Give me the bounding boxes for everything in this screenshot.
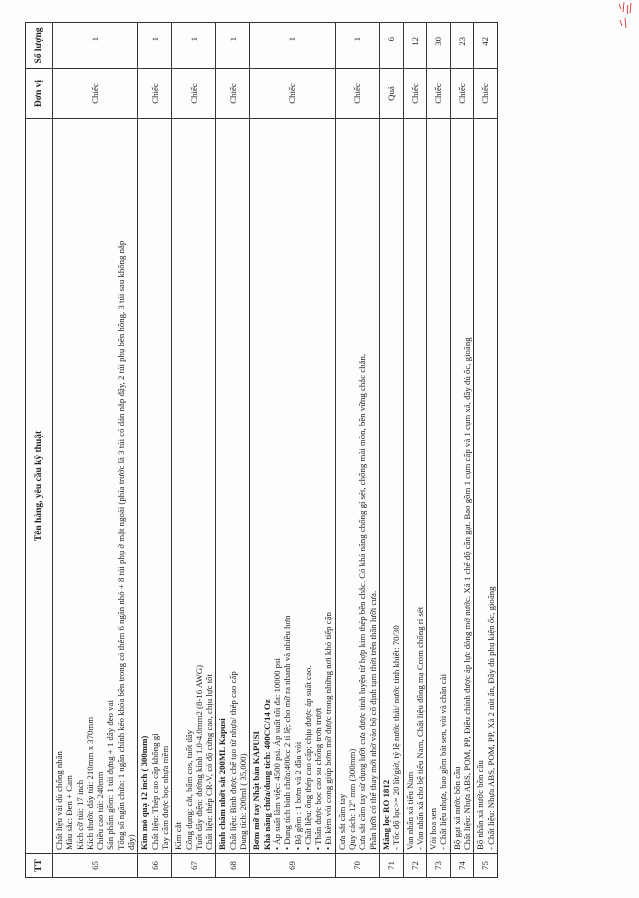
row-number: 72: [403, 854, 427, 878]
description-line: - Tốc độ lọc>= 20 lít/giờ, tỷ lệ nước thải/ nước tinh khiết: 70/30: [391, 625, 402, 850]
item-unit: Chiếc: [216, 69, 250, 119]
table-row: [427, 23, 451, 878]
description-line: • Dung tích bình chứa:400cc 2 tỉ lệ; cho mỡ ra nhanh và nhiều hơn: [282, 615, 293, 850]
item-description: [450, 119, 474, 854]
description-line: Kích cỡ túi: 17 inch: [74, 779, 85, 850]
row-number: 67: [172, 854, 216, 878]
item-quantity: 6: [379, 23, 403, 69]
description-line: Chất liệu: Bình được chế tạo từ nhựa/ thép cao cấp: [227, 671, 238, 850]
item-quantity: 1: [172, 23, 216, 69]
description-line: Sản phẩm gồm: 1 túi đựng + 1 dây đeo vai: [105, 700, 116, 850]
item-unit: Chiếc: [450, 69, 474, 119]
description-line: Chất liệu: Nhựa ABS, POM, PP, Điều chỉnh được áp lực dòng mở nước. Xả 1 chế độ cần gạt. Bao gồm 1 cụm cấp và 1 cụm xả, đầy đủ ốc, gioăng: [461, 337, 472, 850]
description-line: • Áp suất làm việc: 4500 psi. Áp suất tối đa: 10000 psi: [271, 658, 282, 850]
item-unit: Chiếc: [474, 69, 498, 119]
description-line: Chất liệu vải dù chống nhăn: [54, 751, 64, 850]
table-row: [450, 23, 474, 878]
item-description: [403, 119, 427, 854]
description-line: Màng lọc RO 1812: [380, 779, 391, 850]
row-number: 71: [379, 854, 403, 878]
table-row: [403, 23, 427, 878]
description-line: Chất liệu: Thép cao cấp không gỉ: [149, 733, 160, 850]
item-description: [250, 119, 335, 854]
item-description: [53, 119, 138, 854]
header-name: Tên hàng, yêu cầu kỹ thuật: [26, 119, 53, 854]
item-unit: Chiếc: [250, 69, 335, 119]
description-line: Bình châm nhớt sắt 200ML Kapusi: [217, 718, 228, 850]
item-unit: Chiếc: [403, 69, 427, 119]
table-row: [172, 23, 216, 878]
item-description: [427, 119, 451, 854]
row-number: 68: [216, 854, 250, 878]
description-line: Dung tích: 200ml ( 35,000): [238, 753, 249, 850]
item-quantity: 23: [450, 23, 474, 69]
description-line: Quy cách: 12" mm (300mm): [347, 748, 358, 850]
description-line: Kích thước đáy túi: 210mm x 370mm: [84, 716, 95, 850]
item-unit: Quả: [379, 69, 403, 119]
item-unit: Chiếc: [53, 69, 138, 119]
description-line: Kìm mỏ quạ 12 inch ( 300mm): [139, 735, 150, 850]
description-line: Cưa sắt cầm tay: [336, 793, 347, 850]
item-unit: Chiếc: [427, 69, 451, 119]
table-row: [474, 23, 498, 878]
header-unit: Đơn vị: [26, 69, 53, 119]
description-line: - Chất liệu nhựa, bao gồm bát sen, vòi và chân cài: [438, 673, 449, 850]
header-qty: Số lượng: [26, 23, 53, 69]
table-row: [335, 23, 379, 878]
description-line: Công dụng: cắt, bấm cos, tuốt dây: [183, 729, 194, 850]
description-line: Van nhấn xả tiểu Nam: [404, 771, 415, 850]
description-line: Bộ gạt xả nước bồn cầu: [451, 766, 462, 850]
item-description: [138, 119, 172, 854]
item-unit: Chiếc: [172, 69, 216, 119]
description-line: - Chất liệu: Nhựa ABS, POM, PP, Xả 2 nút ấn, Đầy đủ phụ kiện ốc, gioăng: [485, 586, 496, 850]
item-quantity: 1: [335, 23, 379, 69]
table-row: [53, 23, 138, 878]
item-quantity: 1: [216, 23, 250, 69]
item-description: [474, 119, 498, 854]
item-description: [379, 119, 403, 854]
description-line: Chất liệu: thép CR-V, có độ cứng cao, chịu lực tốt: [204, 674, 215, 850]
item-quantity: 1: [250, 23, 335, 69]
item-description: [216, 119, 250, 854]
item-quantity: 12: [403, 23, 427, 69]
item-description: [172, 119, 216, 854]
item-quantity: 1: [53, 23, 138, 69]
description-line: Màu sắc: Đen + Cam: [64, 775, 75, 850]
spec-table: [25, 22, 498, 878]
table-header-row: [26, 23, 53, 878]
header-tt: TT: [26, 854, 53, 878]
description-line: Phần lưỡi có thể thay mới nhờ vào bộ cố định tạm thời trên thân lưỡi cưa.: [367, 590, 378, 850]
description-line: Khả năng chứa/dung tích: 400CC/14 Oz: [261, 699, 272, 850]
rotated-table-container: [25, 23, 623, 878]
table-row: [379, 23, 403, 878]
description-line: Kìm cắt: [173, 821, 184, 850]
item-description: [335, 119, 379, 854]
row-number: 66: [138, 854, 172, 878]
description-line: Tay cầm được bọc nhựa mềm: [159, 745, 170, 850]
table-row: [216, 23, 250, 878]
description-line: Vòi hoa sen: [428, 807, 439, 850]
row-number: 65: [53, 854, 138, 878]
description-line: • Thân được bọc cao su chống trơn trượt: [313, 707, 324, 850]
row-number: 74: [450, 854, 474, 878]
row-number: 75: [474, 854, 498, 878]
description-line: Tuốt dây điện: đường kính 1.0-4.0mm2 (8-16 AWG): [193, 664, 204, 850]
item-quantity: 1: [138, 23, 172, 69]
description-line: • Bộ gồm : 1 bơm và 2 đầu vòi: [292, 741, 303, 850]
item-unit: Chiếc: [335, 69, 379, 119]
description-line: Bơm mỡ tay Nhật bản KAPUSI: [251, 731, 262, 850]
row-number: 70: [335, 854, 379, 878]
row-number: 73: [427, 854, 451, 878]
description-line: Bộ nhấn xả nước bồn cầu: [475, 760, 486, 850]
item-unit: Chiếc: [138, 69, 172, 119]
description-line: Chiều cao túi: 240mm: [95, 771, 106, 850]
row-number: 69: [250, 854, 335, 878]
table-row: [250, 23, 335, 878]
item-quantity: 42: [474, 23, 498, 69]
description-line: • Chất liệu: ống thép cao cấp; chịu được áp suất cao.: [302, 665, 313, 850]
table-row: [138, 23, 172, 878]
description-line: Tổng số ngăn chứa: 1 ngăn chính kéo khóa bên trong có thêm 6 ngăn nhỏ + 8 túi phụ ở mặt ngoài (phía trước là 3 túi có dán nắp đậy, 2 túi phụ bên hông, 3 túi sau không nắp: [115, 240, 126, 850]
description-line: - Van nhấn xả cho bệ tiểu Nam, Chất liệu đồng mạ Crom chống rỉ sét: [414, 606, 425, 850]
description-line: đậy): [126, 834, 137, 850]
description-line: • Đi kèm vòi cong giúp bơm mỡ được trong những nơi khó tiếp cận: [323, 612, 334, 850]
description-line: Cưa sắt cầm tay sử dụng lưỡi cưa được tinh luyện từ hợp kim thép bền chắc. Có khả năng chống gỉ sét, chống mài mòn, bền vững chắc chắn,: [357, 353, 368, 850]
item-quantity: 30: [427, 23, 451, 69]
